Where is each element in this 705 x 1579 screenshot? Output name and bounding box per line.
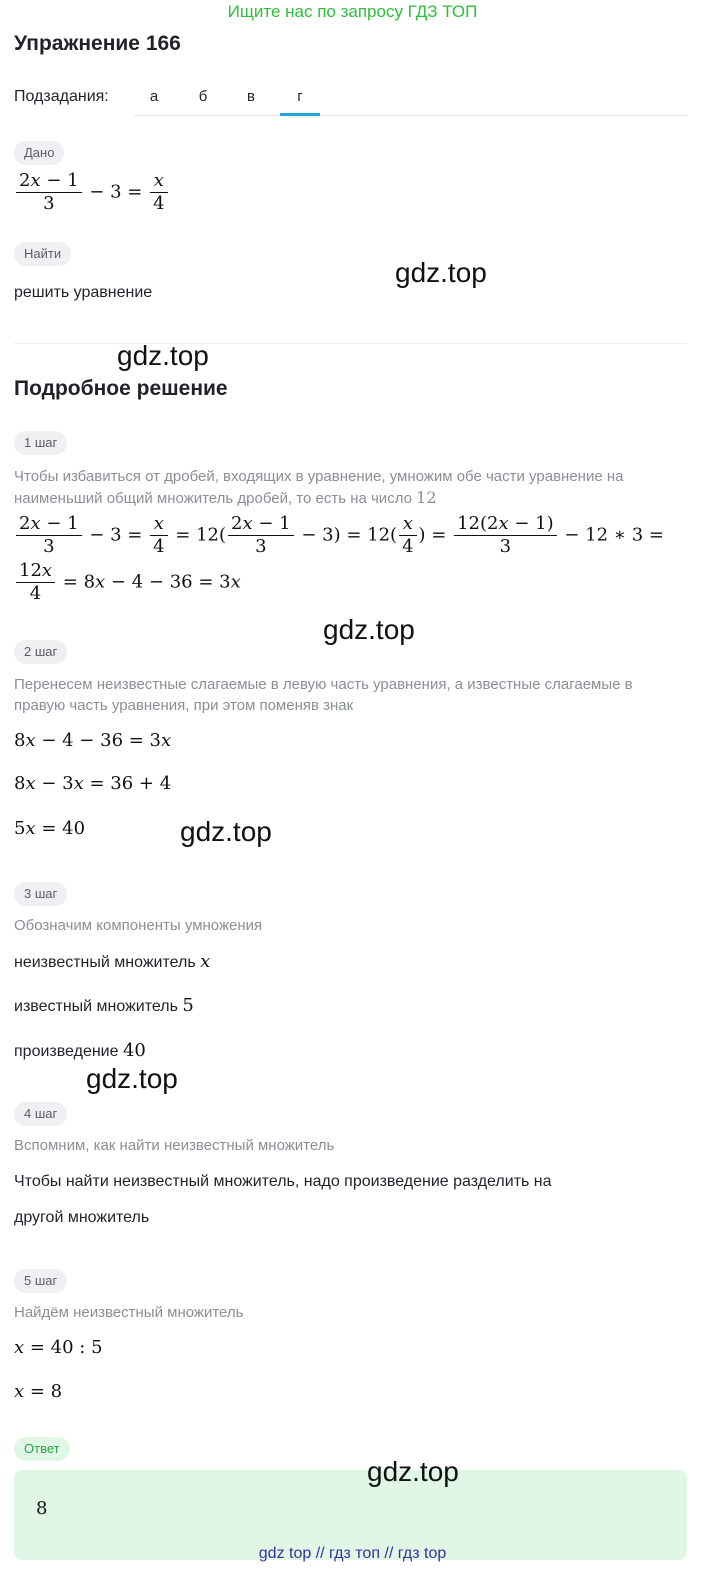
step-5-pill: 5 шаг xyxy=(14,1269,67,1293)
tab-v[interactable]: в xyxy=(247,88,255,105)
footer-links[interactable]: gdz top // гдз топ // гдз top xyxy=(258,1545,447,1562)
tab-b[interactable]: б xyxy=(198,88,208,105)
step-3-text: Обозначим компоненты умножения xyxy=(14,917,263,934)
step-2-text-line2: правую часть уравнения, при этом поменяв знак xyxy=(14,697,354,714)
step-5-equation-1: x = 40 : 5 xyxy=(14,1337,103,1358)
given-pill: Дано xyxy=(14,141,64,165)
step-5-text: Найдём неизвестный множитель xyxy=(14,1304,244,1321)
step-2-equation-3: 5x = 40 xyxy=(14,818,86,839)
tab-g[interactable]: г xyxy=(297,88,303,105)
step-3-product-value: 40 xyxy=(122,1040,146,1061)
step-2-text-line1: Перенесем неизвестные слагаемые в левую часть уравнения, а известные слагаемые в xyxy=(14,676,633,693)
watermark: gdz.top xyxy=(86,1063,178,1094)
step-3-product-label: произведение xyxy=(14,1043,119,1060)
tab-a[interactable]: а xyxy=(149,88,159,105)
step-2-pill: 2 шаг xyxy=(14,640,67,664)
step-1-text-line2 xyxy=(14,487,437,509)
step-1-number: 12 xyxy=(416,488,437,507)
find-text: решить уравнение xyxy=(14,284,153,301)
step-2-equation-1: 8x − 4 − 36 = 3x xyxy=(14,730,172,751)
step-4-pill: 4 шаг xyxy=(14,1102,67,1126)
step-3-known-factor xyxy=(14,994,194,1019)
watermark: gdz.top xyxy=(395,257,487,288)
answer-value: 8 xyxy=(36,1498,48,1519)
watermark: gdz.top xyxy=(180,816,272,847)
step-3-unknown-factor-label: неизвестный множитель xyxy=(14,954,196,971)
page-title: Упражнение 166 xyxy=(14,32,181,55)
step-3-unknown-factor: неизвестный множитель x xyxy=(14,951,211,972)
watermark: gdz.top xyxy=(117,340,209,371)
section-divider xyxy=(14,343,687,344)
step-2-equation-2: 8x − 3x = 36 + 4 xyxy=(14,773,172,794)
step-3-known-factor-value: 5 xyxy=(182,995,194,1016)
step-3-known-factor-label: известный множитель xyxy=(14,998,178,1015)
watermark: gdz.top xyxy=(323,614,415,645)
given-equation: $\frac{2x - 1}{3}$ − 3 = $\frac{x}{4}$ xyxy=(14,170,170,215)
solution-title: Подробное решение xyxy=(14,377,228,400)
tab-active-indicator xyxy=(280,113,320,116)
subtasks-label: Подзадания: xyxy=(14,88,109,105)
step-3-pill: 3 шаг xyxy=(14,882,67,906)
step-4-text: Вспомним, как найти неизвестный множитель xyxy=(14,1137,335,1154)
watermark: gdz.top xyxy=(367,1456,459,1487)
step-1-equation-line1: $\frac{2x - 1}{3}$ − 3 = $\frac{x}{4}$ = 12( $\frac{2x - 1}{3}$ − 3) = 12( $\frac{x}{4}$ ) = $\frac{12(2x - 1)}{3}$ − 12 ∗ 3 = xyxy=(14,513,664,558)
find-pill: Найти xyxy=(14,242,71,266)
answer-pill: Ответ xyxy=(14,1437,70,1461)
step-4-rule-line2: другой множитель xyxy=(14,1209,150,1226)
step-1-text-line1: Чтобы избавиться от дробей, входящих в уравнение, умножим обе части уравнение на xyxy=(14,468,624,485)
search-banner[interactable]: Ищите нас по запросу ГДЗ ТОП xyxy=(227,2,478,21)
tabs-divider xyxy=(134,115,687,116)
step-3-product xyxy=(14,1039,146,1064)
step-1-pill: 1 шаг xyxy=(14,431,67,455)
step-1-text-line2-words: наименьший общий множитель дробей, то есть на число xyxy=(14,490,412,507)
step-4-rule-line1: Чтобы найти неизвестный множитель, надо произведение разделить на xyxy=(14,1173,552,1190)
step-1-equation-line2: $\frac{12x}{4}$ = 8x − 4 − 36 = 3x xyxy=(14,560,241,605)
step-5-equation-2: x = 8 xyxy=(14,1381,63,1402)
